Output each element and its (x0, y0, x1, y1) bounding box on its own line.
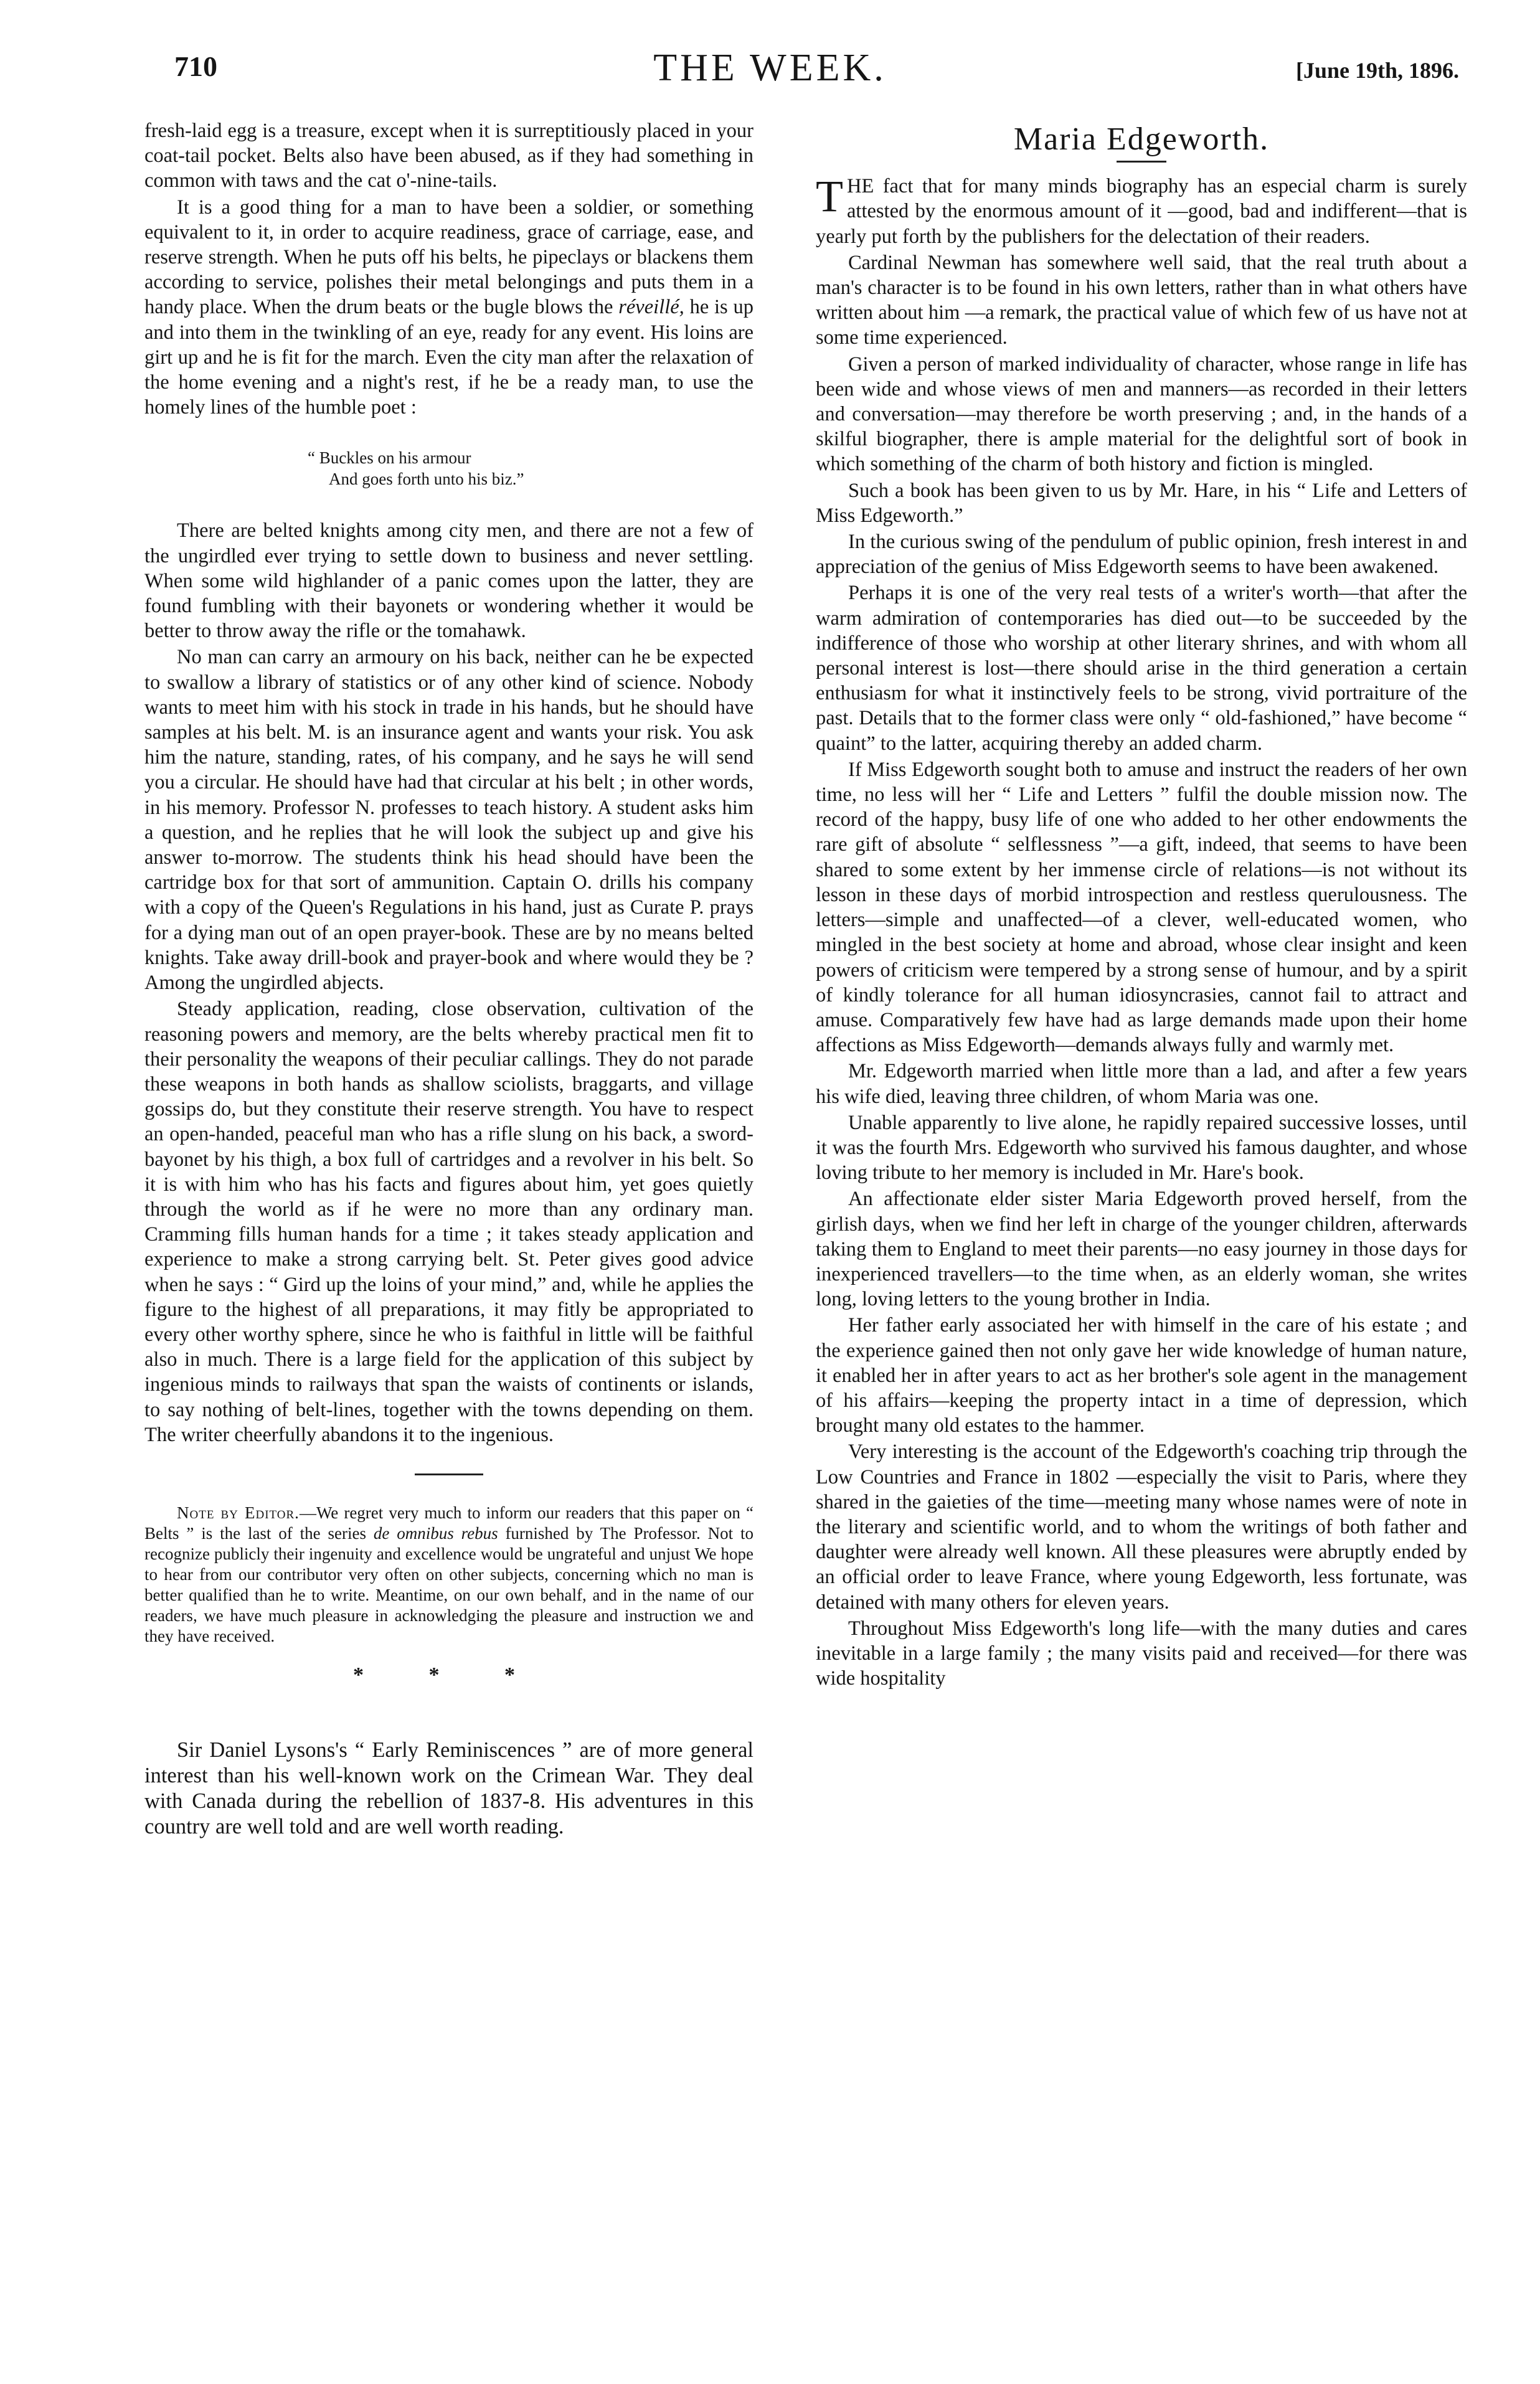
left-column (144, 118, 753, 1840)
paragraph: Mr. Edgeworth married when little more than a lad, and after a few years his wife died, leaving three children, of whom Maria was one. (816, 1060, 1467, 1108)
editor-note-text: —We regret very much to inform our readers that this paper on “ Belts ” is the last of the series (144, 1503, 753, 1543)
paragraph: Very interesting is the account of the Edgeworth's coaching trip through the Low Countries and France in 1802 —especially the visit to Paris, where they shared in the gaieties of the time—meeting many whose names were of note in the literary and scientific world, and to whom the writings of both father and daughter were already well known. All these pleasures were abruptly ended by an official order to leave France, where young Edgeworth, less fortunate, was detained with many others for eleven years. (816, 1440, 1467, 1614)
editor-note-label: Note by Editor. (177, 1503, 300, 1522)
paragraph: There are belted knights among city men, and there are not a few of the ungirdled ever trying to settle down to business and never settling. When some wild highlander of a panic comes upon the latter, they are found fumbling with their bayonets or wondering whether it would be better to throw away the rifle or the tomahawk. (144, 519, 753, 643)
paragraph: Her father early associated her with himself in the care of his estate ; and the experience gained then not only gave her wide knowledge of human nature, it enabled her in after years to act as her brother's sole agent in the management of his affairs—keeping the property intact in a time of depression, which brought many old estates to the hammer. (816, 1314, 1467, 1437)
paragraph: Perhaps it is one of the very real tests of a writer's worth—that after the warm admiration of contemporaries has died out—to be succeeded by the indifference of those who worship at other literary shrines, and with whom all personal interest is lost—there should arise in the third generation a certain enthusiasm for what it instinctively feels to be strong, vivid portraiture of the past. Details that to the former class were only “ old-fashioned,” have become “ quaint” to the latter, acquiring thereby an added charm. (816, 582, 1467, 755)
verse-line: “ Buckles on his armour (308, 448, 471, 468)
paragraph: In the curious swing of the pendulum of public opinion, fresh interest in and appreciation of the genius of Miss Edgeworth seems to have been awakened. (816, 531, 1467, 579)
paragraph (144, 195, 753, 420)
paragraph: An affectionate elder sister Maria Edgeworth proved herself, from the girlish days, when we find her left in charge of the younger children, afterwards taking them to England to meet their parents—no easy journey in those days for inexperienced travellers—to the time when, as an elderly woman, she writes long, loving letters to the young brother in India. (816, 1188, 1467, 1311)
paragraph: Throughout Miss Edgeworth's long life—with the many duties and cares inevitable in a large family ; the many visits paid and received—for there was wide hospitality (816, 1617, 1467, 1690)
paragraph-text: he is up and into them in the twinkling of an eye, ready for any event. His loins are girt up and he is fit for the march. Even the city man after the relaxation of the home evening and a night's rest, if he be a ready man, to use the homely lines of the humble poet : (144, 296, 753, 419)
paragraph: Cardinal Newman has somewhere well said, that the real truth about a man's character is to be found in his own letters, rather than in what others have written about him —a remark, the practical value of which few of us have not at some time experienced. (816, 251, 1467, 349)
drop-cap: T (816, 171, 843, 222)
section-divider (415, 1473, 483, 1475)
paragraph: No man can carry an armoury on his back, neither can he be expected to swallow a library of statistics or of any other kind of science. Nobody wants to meet him with his stock in trade in his hands, but he should have samples at his belt. M. is an insurance agent and wants your risk. You ask him the nature, standing, rates, of his company, and he says he will send you a circular. He should have had that circular at his belt ; in other words, in his memory. Professor N. professes to teach history. A student asks him a question, and he replies that he will look the subject up and give his answer to-morrow. The students think his head should have been the cartridge box for that sort of ammunition. Captain O. drills his company with a copy of the Queen's Regulations in his hand, just as Curate P. prays for a dying man out of an open prayer-book. These are by no means belted knights. Take away drill-book and prayer-book and where would they be ? Among the ungirdled abjects. (144, 646, 753, 995)
italic-word: réveillé, (618, 296, 684, 319)
verse-line: And goes forth unto his biz.” (329, 470, 524, 489)
editor-note-text: furnished by The Professor. Not to recognize publicly their ingenuity and excellence would be ungrateful and unjust We hope to hear from our contributor very often on other subjects, concerning which no man is better qualified than he to write. Meantime, on our own behalf, and in the name of our readers, we have much pleasure in acknowledging the pleasure and instruction we and they have received. (144, 1523, 753, 1645)
page-header (0, 0, 1540, 125)
issue-date: [June 19th, 1896. (1295, 58, 1459, 83)
paragraph-text: HE fact that for many minds biography has an especial charm is surely attested by the enormous amount of it —good, bad and indifferent—that is yearly put forth by the publishers for the delectation of their readers. (816, 175, 1467, 248)
paragraph (816, 171, 1467, 249)
paragraph: fresh-laid egg is a treasure, except when it is surreptitiously placed in your coat-tail pocket. Belts also have been abused, as if they had something in common with taws and the cat o'-nine-tails. (144, 120, 753, 192)
paragraph-text: It is a good thing for a man to have been a soldier, or something equivalent to it, in order to acquire readiness, grace of carriage, ease, and reserve strength. When he puts off his belts, he pipeclays or blackens them according to service, polishes their metal belongings and puts them in a handy place. When the drum beats or the bugle blows the (144, 196, 753, 319)
paragraph: Steady application, reading, close observation, cultivation of the reasoning powers and memory, are the belts whereby practical men fit to their personality the weapons of their peculiar callings. They do not parade these weapons in both hands as shallow sciolists, braggarts, and village gossips do, but they constitute their reserve strength. You have to respect an open-handed, peaceful man who has a rifle slung on his back, a sword-bayonet by his thigh, a box full of cartridges and a revolver in his belt. So it is with him who has his facts and figures about him, yet goes quietly through the world as if he were no more than any ordinary man. Cramming fills human hands for a time ; it takes steady application and experience to make a strong carrying belt. St. Peter gives good advice when he says : “ Gird up the loins of your mind,” and, while he applies the figure to the highest of all preparations, it may fitly be appropriated to every other worthy sphere, since he who is faithful in little will be faithful also in much. There is a large field for the application of this subject by ingenious minds to railways that span the waists of continents or islands, to say nothing of belt-lines, together with the towns depending on them. The writer cheerfully abandons it to the ingenious. (144, 998, 753, 1446)
italic-phrase: de omnibus rebus (373, 1523, 498, 1543)
masthead-title: THE WEEK. (653, 47, 887, 89)
paragraph: Such a book has been given to us by Mr. Hare, in his “ Life and Letters of Miss Edgeworth.” (816, 479, 1467, 527)
page-number: 710 (174, 50, 217, 82)
paragraph: Unable apparently to live alone, he rapidly repaired successive losses, until it was the fourth Mrs. Edgeworth who survived his famous daughter, and whose loving tribute to her memory is included in Mr. Hare's book. (816, 1111, 1467, 1185)
paragraph: Given a person of marked individuality of character, whose range in life has been wide and whose views of men and manners—as recorded in their letters and conversation—may therefore be worth preserving ; and, in the hands of a skilful biographer, there is ample material for the delightful sort of book in which something of the charm of both history and fiction is mingled. (816, 352, 1467, 476)
editor-note (144, 1503, 753, 1647)
asterism: * * * (353, 1663, 545, 1686)
verse-quote (144, 447, 753, 490)
paragraph: If Miss Edgeworth sought both to amuse and instruct the readers of her own time, no less will her “ Life and Letters ” fulfil the double mission now. The record of the happy, busy life of one who added to her other endowments the rare gift of absolute “ selflessness ”—a gift, indeed, that seems to have been shared to some extent by her immense circle of relations—is not without its lesson in these days of morbid introspection and restless querulousness. The letters—simple and unaffected—of a clever, well-educated women, who mingled in the best society at home and abroad, whose clear insight and keen powers of criticism were tempered by a strong sense of humour, and by a spirit of kindly tolerance for all human idiosyncrasies, cannot fail to attract and amuse. Comparatively few have had as large demands made upon their home affections as Miss Edgeworth—demands always fully and warmly met. (816, 758, 1467, 1057)
article-title: Maria Edgeworth. (1013, 121, 1270, 157)
right-column (816, 121, 1467, 1691)
title-rule (1117, 161, 1166, 163)
book-notice: Sir Daniel Lysons's “ Early Reminiscences ” are of more general interest than his well-known work on the Crimean War. They deal with Canada during the rebellion of 1837-8. His adventures in this country are well told and are well worth reading. (144, 1738, 753, 1839)
